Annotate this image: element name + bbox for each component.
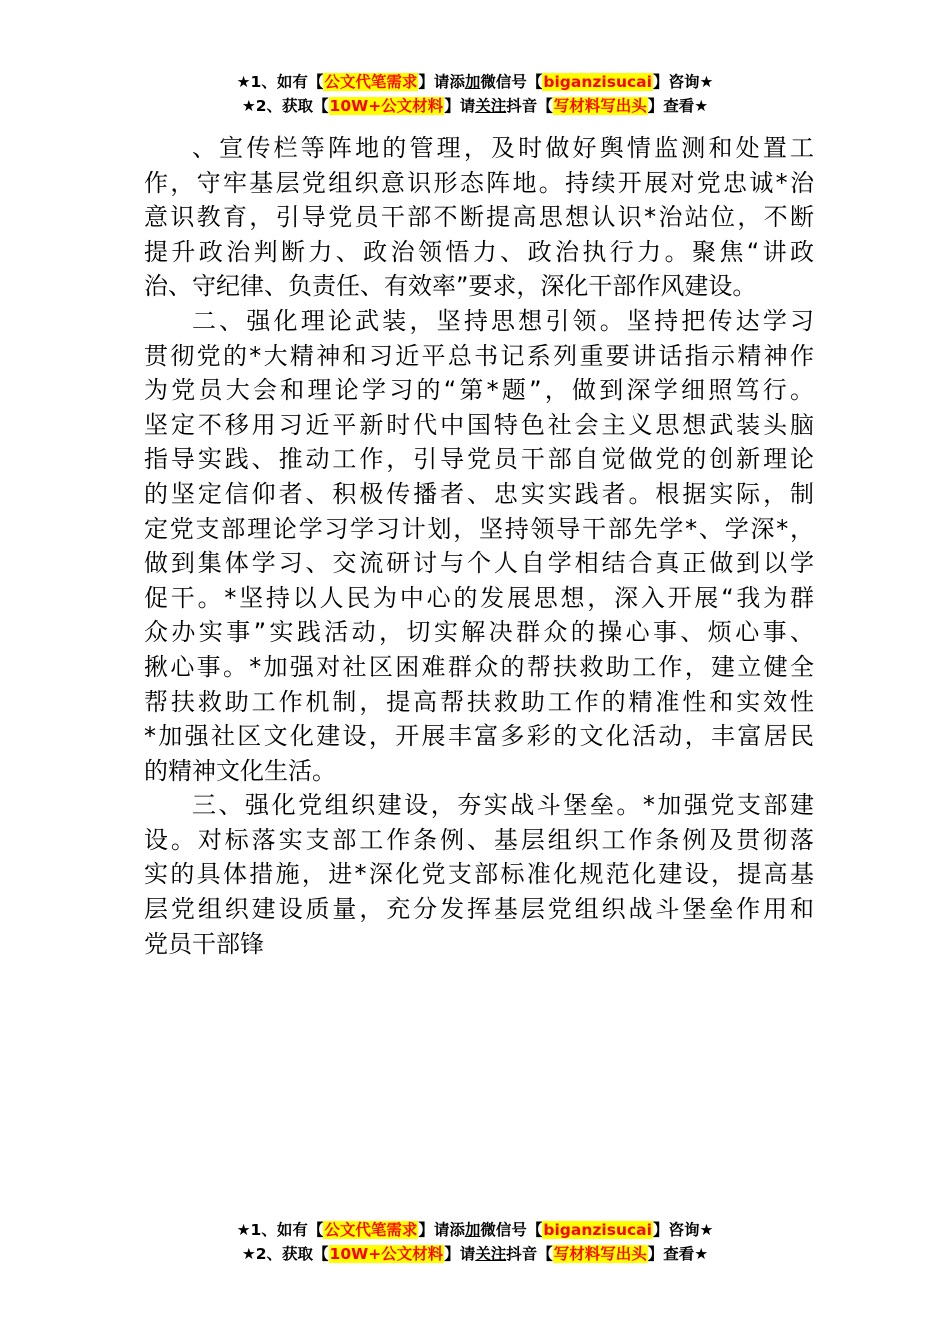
section-heading-line: 三、强化党组织建设，夯实战斗堡垒。*加强党支部建 [192, 791, 814, 820]
body-line: 党员干部锋 [144, 929, 264, 958]
banner-text: 】查看★ [647, 1245, 709, 1263]
highlight-wechat-id: biganzisucai [543, 1221, 652, 1239]
footer-banner [0, 1218, 950, 1266]
body-line: *加强社区文化建设，开展丰富多彩的文化活动，丰富居民 [144, 722, 814, 751]
banner-text: 抖音【 [506, 97, 553, 115]
body-line: 为党员大会和理论学习的“第*题”，做到深学细照笃行。 [144, 376, 814, 405]
body-line: 实的具体措施，进*深化党支部标准化规范化建设，提高基 [144, 860, 814, 889]
highlight-materials: 10W+公文材料 [329, 1245, 444, 1263]
body-line: 、宣传栏等阵地的管理，及时做好舆情监测和处置工 [192, 134, 814, 162]
banner-text: ★1、如有【 [236, 73, 324, 91]
highlight-wechat-id: biganzisucai [543, 73, 652, 91]
body-line: 贯彻党的*大精神和习近平总书记系列重要讲话指示精神作 [144, 341, 814, 370]
highlight-materials: 10W+公文材料 [329, 97, 444, 115]
banner-text: ★2、获取【 [241, 1245, 329, 1263]
body-line: 坚定不移用习近平新时代中国特色社会主义思想武装头脑 [144, 410, 814, 439]
highlight-douyin-account: 写材料写出头 [553, 97, 647, 115]
body-line: 层党组织建设质量，充分发挥基层党组织战斗堡垒作用和 [144, 895, 814, 924]
banner-emphasis: 加 [464, 73, 481, 91]
banner-text: 微信号【 [480, 1221, 543, 1239]
banner-text: 微信号【 [480, 73, 543, 91]
section-heading-line: 二、强化理论武装，坚持思想引领。坚持把传达学习 [192, 306, 814, 335]
banner-line-2 [0, 1242, 950, 1266]
banner-emphasis: 关注 [475, 97, 507, 115]
banner-line-2 [0, 94, 950, 118]
highlight-service: 公文代笔需求 [324, 73, 418, 91]
banner-emphasis: 关注 [475, 1245, 507, 1263]
body-line: 提升政治判断力、政治领悟力、政治执行力。聚焦“讲政 [144, 237, 814, 266]
banner-text: ★2、获取【 [241, 97, 329, 115]
header-banner [0, 70, 950, 118]
banner-text: 】请 [444, 97, 476, 115]
banner-line-1 [0, 70, 950, 94]
banner-text: ★1、如有【 [236, 1221, 324, 1239]
body-line: 促干。*坚持以人民为中心的发展思想，深入开展“我为群 [144, 583, 814, 612]
body-line: 意识教育，引导党员干部不断提高思想认识*治站位，不断 [144, 203, 814, 232]
body-line: 的精神文化生活。 [144, 756, 336, 785]
body-line: 的坚定信仰者、积极传播者、忠实实践者。根据实际，制 [144, 479, 814, 508]
body-line: 设。对标落实支部工作条例、基层组织工作条例及贯彻落 [144, 825, 814, 854]
body-line: 指导实践、推动工作，引导党员干部自觉做党的创新理论 [144, 445, 814, 474]
body-line: 定党支部理论学习学习计划，坚持领导干部先学*、学深*， [144, 514, 814, 543]
banner-text: 】咨询★ [652, 73, 714, 91]
banner-text: 抖音【 [506, 1245, 553, 1263]
highlight-douyin-account: 写材料写出头 [553, 1245, 647, 1263]
document-body [144, 131, 814, 961]
banner-line-1 [0, 1218, 950, 1242]
banner-text: 】请 [444, 1245, 476, 1263]
body-line: 揪心事。*加强对社区困难群众的帮扶救助工作，建立健全 [144, 652, 814, 681]
banner-text: 】请添 [418, 73, 465, 91]
banner-text: 】请添 [418, 1221, 465, 1239]
highlight-service: 公文代笔需求 [324, 1221, 418, 1239]
banner-emphasis: 加 [464, 1221, 481, 1239]
body-line: 做到集体学习、交流研讨与个人自学相结合真正做到以学 [144, 549, 814, 578]
body-line: 作，守牢基层党组织意识形态阵地。持续开展对党忠诚*治 [144, 168, 814, 197]
body-line: 众办实事”实践活动，切实解决群众的操心事、烦心事、 [144, 618, 814, 647]
banner-text: 】查看★ [647, 97, 709, 115]
banner-text: 】咨询★ [652, 1221, 714, 1239]
body-line: 治、守纪律、负责任、有效率”要求，深化干部作风建设。 [144, 272, 757, 301]
body-line: 帮扶救助工作机制，提高帮扶救助工作的精准性和实效性 [144, 687, 814, 716]
